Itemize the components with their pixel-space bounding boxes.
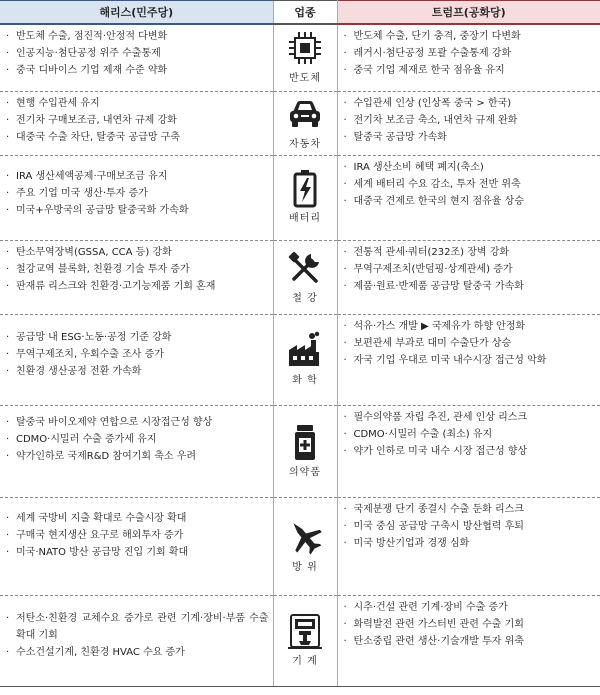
car-icon: [285, 94, 325, 134]
trump-cell: [337, 155, 600, 240]
list-item: · 판재류 리스크와 친환경·고기능제품 기회 혼재: [4, 278, 269, 295]
trump-cell: [337, 314, 600, 405]
table-row: [0, 314, 600, 405]
list-item: · 전기차 구매보조금, 내연차 규제 강화: [4, 112, 269, 129]
list-item: · 제품·원료·반제품 공급망 탈중국 가속화: [342, 278, 597, 295]
industry-label: 배터리: [289, 213, 321, 224]
list-item: · 대중국 수출 차단, 탈중국 공급망 구축: [4, 129, 269, 146]
list-item: · 탈중국 바이오제약 연합으로 시장접근성 향상: [4, 414, 269, 431]
table-row: [0, 24, 600, 91]
list-item: · 무역구제조치(반덤핑·상계관세) 증가: [342, 261, 597, 278]
battery-icon: [285, 168, 325, 208]
harris-cell: [0, 595, 273, 686]
list-item: · 탄소중립 관련 생산·기술개발 투자 위축: [342, 633, 597, 650]
industry-label: 자동차: [289, 138, 321, 150]
trump-cell: [337, 595, 600, 686]
list-item: · 중국 디바이스 기업 제재 수준 약화: [4, 62, 269, 79]
list-item: · 공급망 내 ESG·노동·공정 기준 강화: [4, 329, 269, 346]
industry-cell: [273, 24, 337, 91]
harris-cell: [0, 314, 273, 405]
list-item: · 화력발전 관련 가스터빈 관련 수출 기회: [342, 616, 597, 633]
table-row: [0, 91, 600, 155]
industry-cell: [273, 240, 337, 314]
list-item: · 보편관세 부과로 대미 수출단가 상승: [342, 335, 597, 352]
list-item: · 석유·가스 개발 ▶ 국제유가 하향 안정화: [342, 318, 597, 335]
table-row: [0, 405, 600, 497]
table-row: [0, 240, 600, 314]
list-item: · 무역구제조치, 우회수출 조사 증가: [4, 346, 269, 363]
trump-cell: [337, 497, 600, 595]
industry-cell: [273, 91, 337, 155]
industry-cell: [273, 155, 337, 240]
list-item: · 주요 기업 미국 생산·투자 증가: [4, 185, 269, 202]
machine-icon: [285, 611, 325, 651]
list-item: · 미국·NATO 방산 공급망 진입 기회 확대: [4, 544, 269, 561]
table-row: [0, 155, 600, 240]
list-item: · 탈중국 공급망 가속화: [342, 129, 597, 146]
list-item: · 친환경 생산공정 전환 가속화: [4, 363, 269, 380]
list-item: · 구매국 현지생산 요구로 해외투자 증가: [4, 527, 269, 544]
list-item: · 중국 기업 제재로 한국 점유율 유지: [342, 62, 597, 79]
tools-icon: [285, 248, 325, 288]
harris-cell: [0, 24, 273, 91]
list-item: · IRA 생산세액공제·구매보조금 유지: [4, 168, 269, 185]
industry-cell: [273, 497, 337, 595]
list-item: · 탄소무역장벽(GSSA, CCA 등) 강화: [4, 244, 269, 261]
list-item: · 레거시·첨단공정 포괄 수출통제 강화: [342, 45, 597, 62]
industry-label: 철 강: [292, 292, 318, 304]
list-item: · 전기차 보조금 축소, 내연차 규제 완화: [342, 112, 597, 129]
header-harris: 해리스(민주당): [0, 1, 273, 25]
list-item: · 수소건설기계, 친환경 HVAC 수요 증가: [4, 644, 269, 661]
list-item: · 수입관세 인상 (인상폭 중국 > 한국): [342, 95, 597, 112]
table-row: [0, 497, 600, 595]
industry-label: 화 학: [292, 375, 318, 386]
industry-cell: [273, 314, 337, 405]
harris-cell: [0, 155, 273, 240]
factory-icon: [285, 330, 325, 370]
list-item: · 반도체 수출, 점진적·안정적 다변화: [4, 28, 269, 45]
industry-label: 의약품: [289, 466, 321, 478]
list-item: · IRA 생산소비 혜택 폐지(축소): [342, 159, 597, 176]
list-item: · 필수의약품 자립 추진, 관세 인상 리스크: [342, 409, 597, 426]
industry-label: 반도체: [289, 73, 321, 85]
list-item: · 미국 방산기업과 경쟁 심화: [342, 535, 597, 552]
chip-icon: [285, 28, 325, 68]
list-item: · 전통적 관세·쿼터(232조) 장벽 강화: [342, 244, 597, 261]
medicine-icon: [285, 422, 325, 462]
list-item: · 약가 인하로 미국 내수 시장 접근성 향상: [342, 443, 597, 460]
list-item: · CDMO·시밀러 수출 (최소) 유지: [342, 426, 597, 443]
header-industry: 업종: [273, 1, 337, 25]
list-item: · 자국 기업 우대로 미국 내수시장 접근성 악화: [342, 352, 597, 369]
harris-cell: [0, 91, 273, 155]
list-item: · 미국+우방국의 공급망 탈중국화 가속화: [4, 202, 269, 219]
list-item: · 현행 수입관세 유지: [4, 95, 269, 112]
list-item: · 인공지능·첨단공정 위주 수출통제: [4, 45, 269, 62]
industry-cell: [273, 405, 337, 497]
list-item: · 세계 국방비 지출 확대로 수출시장 확대: [4, 510, 269, 527]
list-item: · 대중국 견제로 한국의 현지 점유율 상승: [342, 193, 597, 210]
industry-label: 방 위: [292, 561, 318, 573]
list-item: · 철강교역 블록화, 친환경 기술 투자 증가: [4, 261, 269, 278]
jet-icon: [285, 517, 325, 557]
list-item: · 반도체 수출, 단기 충격, 중장기 다변화: [342, 28, 597, 45]
harris-cell: [0, 497, 273, 595]
list-item: · 약가인하로 국제R&D 참여기회 축소 우려: [4, 448, 269, 465]
list-item: · 저탄소·친환경 교체수요 증가로 관련 기계·장비·부품 수출 확대 기회: [4, 610, 269, 644]
table-row: [0, 595, 600, 686]
list-item: · 미국 중심 공급망 구축시 방산협력 후퇴: [342, 518, 597, 535]
harris-cell: [0, 405, 273, 497]
industry-cell: [273, 595, 337, 686]
harris-cell: [0, 240, 273, 314]
list-item: · CDMO·시밀러 수출 증가세 유지: [4, 431, 269, 448]
list-item: · 국제분쟁 단기 종결시 수출 둔화 리스크: [342, 501, 597, 518]
trump-cell: [337, 24, 600, 91]
industry-label: 기 계: [292, 656, 318, 667]
list-item: · 시추·건설 관련 기계·장비 수출 증가: [342, 599, 597, 616]
list-item: · 세계 배터리 수요 감소, 투자 전반 위축: [342, 176, 597, 193]
header-trump: 트럼프(공화당): [337, 1, 600, 25]
trump-cell: [337, 91, 600, 155]
trump-cell: [337, 405, 600, 497]
trump-cell: [337, 240, 600, 314]
header-row: [0, 1, 600, 25]
